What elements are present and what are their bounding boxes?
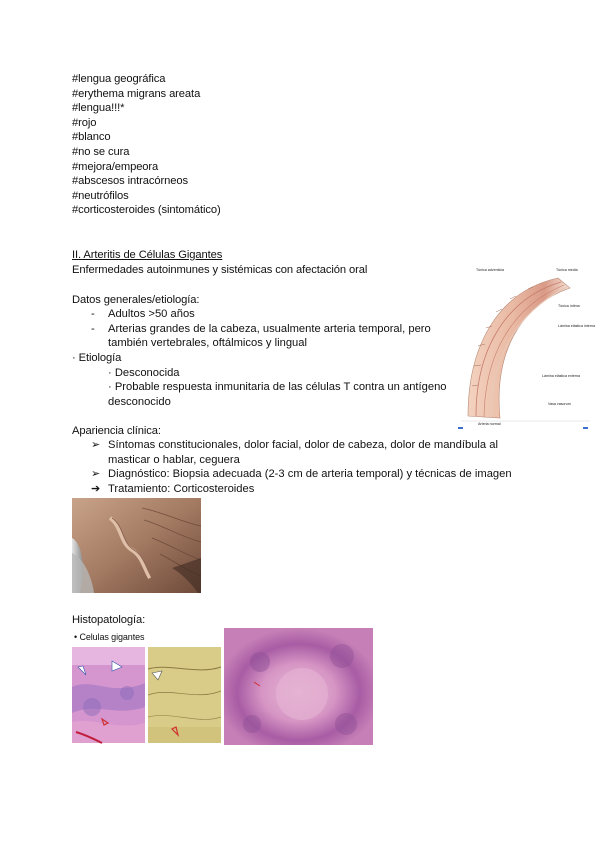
artery-label: Túnica media [556,268,578,272]
artery-label: Túnica íntima [558,304,580,308]
general-item: Arterias grandes de la cabeza, usualmente arteria temporal, pero [108,323,431,335]
hashtag-item: #rojo [72,117,97,129]
histo-caption: • Celulas gigantes [74,632,145,642]
hashtag-item: #lengua!!!* [72,102,125,114]
general-item: Adultos >50 años [108,308,195,320]
artery-label: Arteria normal [478,422,501,426]
artery-diagram [458,266,595,428]
blue-dash-mark [458,427,463,429]
giant-cell-micrograph [224,628,373,745]
histology-image-silver [148,647,221,743]
etiology-item: · Probable respuesta inmunitaria de las células T contra un antígeno [108,381,447,393]
artery-label: Túnica adventicia [476,268,504,272]
etiology-label: · Etiología [72,352,122,364]
artery-label: Lámina elástica externa [542,374,580,378]
histology-image-he [72,647,145,743]
etiology-item: desconocido [108,396,171,408]
blue-dash-mark [583,427,588,429]
clinical-item: Tratamiento: Corticosteroides [108,483,255,495]
artery-label: Vasa vasorum [548,402,571,406]
dash-bullet: - [91,308,95,320]
hashtag-item: #neutrófilos [72,190,129,202]
clinical-item: masticar o hablar, ceguera [108,454,240,466]
hashtag-item: #abscesos intracórneos [72,175,188,187]
clinical-item: Síntomas constitucionales, dolor facial, dolor de cabeza, dolor de mandíbula al [108,439,498,451]
clinical-item: Diagnóstico: Biopsia adecuada (2-3 cm de arteria temporal) y técnicas de imagen [108,468,512,480]
artery-label: Lámina elástica interna [558,324,595,328]
histo-label: Histopatología: [72,614,146,626]
general-label: Datos generales/etiología: [72,294,200,306]
hashtag-item: #erythema migrans areata [72,88,201,100]
arrow-bullet: ➔ [91,483,101,495]
hashtag-item: #lengua geográfica [72,73,166,85]
hashtag-item: #corticosteroides (sintomático) [72,204,221,216]
arrowhead-bullet: ➢ [91,439,101,451]
etiology-item: · Desconocida [108,367,180,379]
section-title: II. Arteritis de Células Gigantes [72,249,223,261]
general-item: también vertebrales, oftálmicos y lingual [108,337,307,349]
hashtag-item: #mejora/empeora [72,161,159,173]
he-stain-micrograph [72,647,145,743]
arrowhead-bullet: ➢ [91,468,101,480]
dash-bullet: - [91,323,95,335]
temporal-artery-photo [72,498,201,593]
clinical-photo [72,498,201,593]
clinical-label: Apariencia clínica: [72,425,161,437]
histology-image-giant-cells [224,628,373,745]
hashtag-item: #no se cura [72,146,130,158]
section-subtitle: Enfermedades autoinmunes y sistémicas con afectación oral [72,264,368,276]
elastic-stain-micrograph [148,647,221,743]
hashtag-item: #blanco [72,131,111,143]
